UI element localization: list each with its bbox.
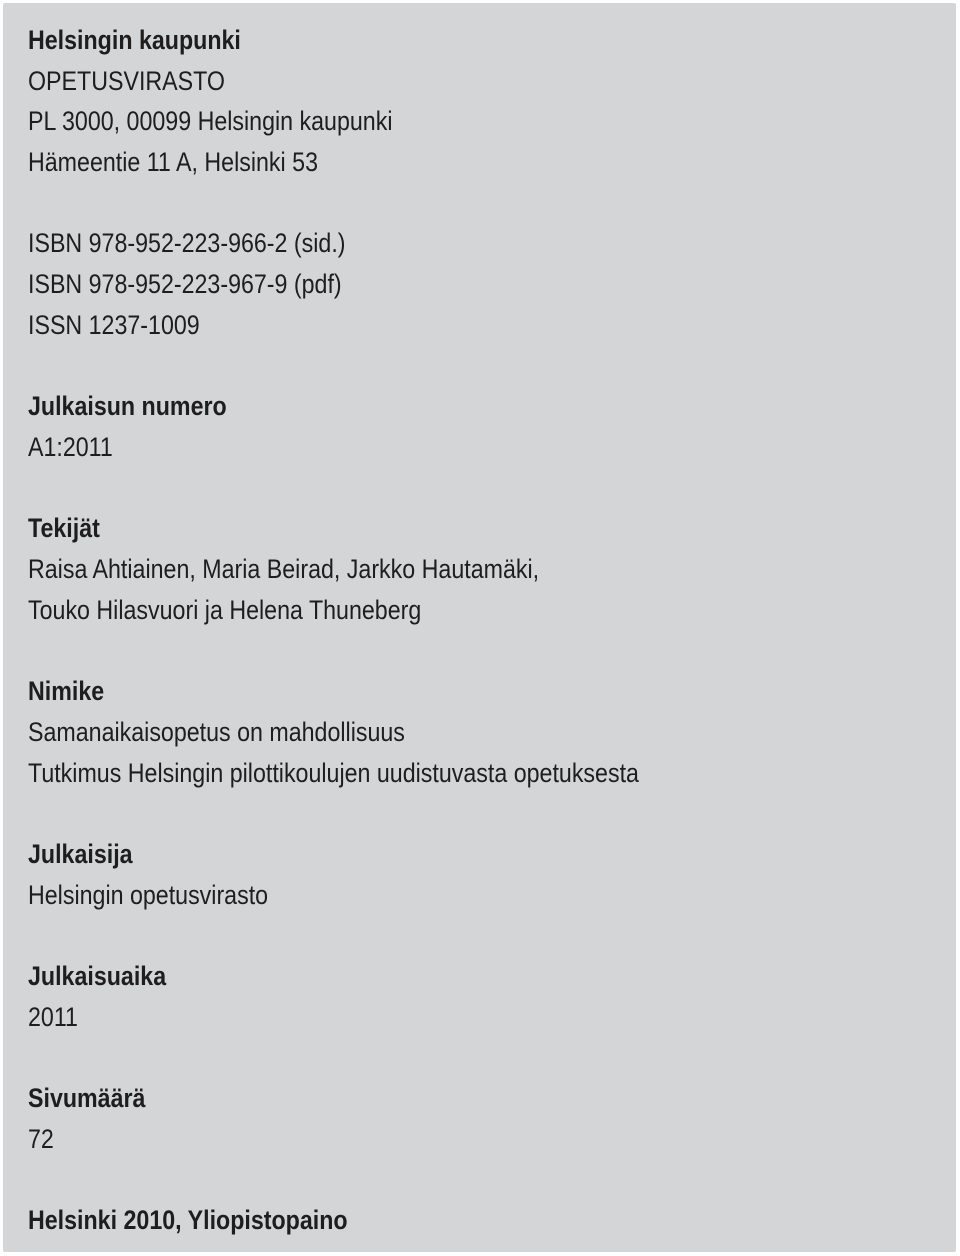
authors-line-1: Raisa Ahtiainen, Maria Beirad, Jarkko Hautamäki, [28,554,540,584]
colophon-page [3,3,956,1252]
isbn-pdf: ISBN 978-952-223-967-9 (pdf) [28,269,342,299]
authors-line-2: Touko Hilasvuori ja Helena Thuneberg [28,595,422,625]
title-main: Samanaikaisopetus on mahdollisuus [28,717,405,747]
office-name: OPETUSVIRASTO [28,66,225,96]
publication-number-value: A1:2011 [28,432,113,462]
publication-number-label: Julkaisun numero [28,391,227,421]
publication-date-label: Julkaisuaika [28,961,167,991]
authors-label: Tekijät [28,513,100,543]
page-count-label: Sivumäärä [28,1083,146,1113]
postal-address: PL 3000, 00099 Helsingin kaupunki [28,106,393,136]
isbn-bound: ISBN 978-952-223-966-2 (sid.) [28,228,346,258]
title-subtitle: Tutkimus Helsingin pilottikoulujen uudistuvasta opetuksesta [28,758,639,788]
publisher-label: Julkaisija [28,839,133,869]
issn: ISSN 1237-1009 [28,310,200,340]
city-heading: Helsingin kaupunki [28,25,241,55]
publisher-value: Helsingin opetusvirasto [28,880,269,910]
publication-date-value: 2011 [28,1002,78,1032]
street-address: Hämeentie 11 A, Helsinki 53 [28,147,318,177]
title-label: Nimike [28,676,105,706]
page-count-value: 72 [28,1124,54,1154]
imprint: Helsinki 2010, Yliopistopaino [28,1205,348,1235]
